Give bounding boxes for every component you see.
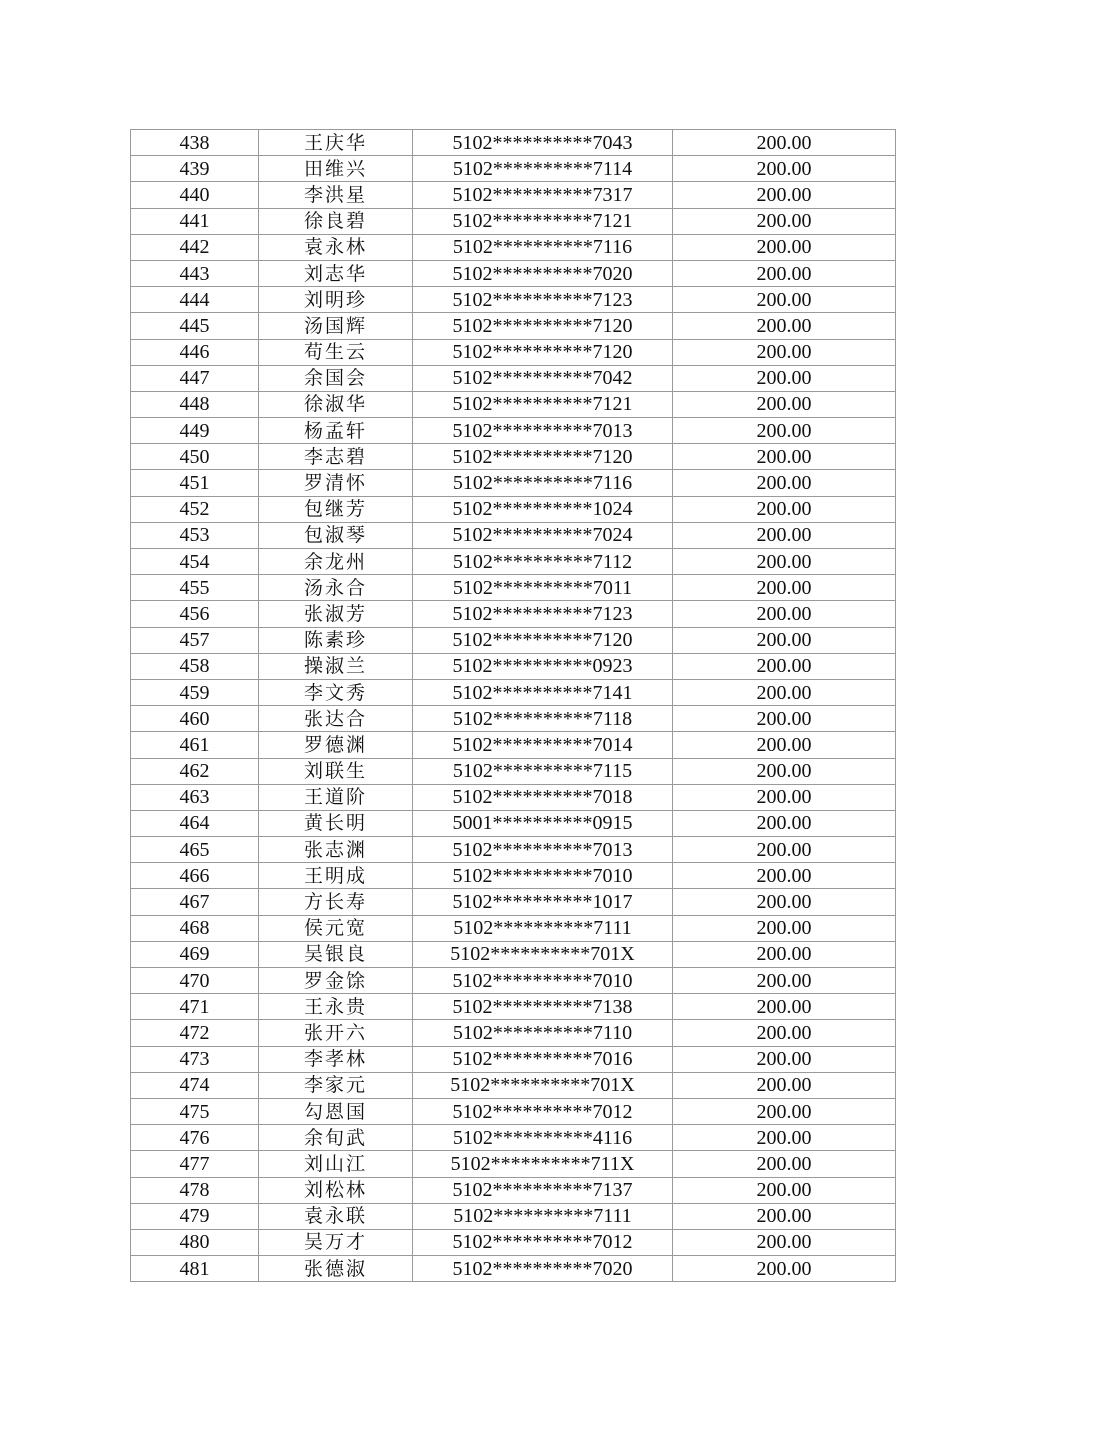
id-number-cell: 5102**********1017 [413, 889, 673, 915]
id-number-cell: 5102**********7111 [413, 915, 673, 941]
id-number-cell: 5102**********701X [413, 941, 673, 967]
row-number-cell: 438 [131, 130, 259, 156]
table-row [131, 1072, 896, 1098]
table-row [131, 1256, 896, 1282]
table-row [131, 1098, 896, 1124]
row-number-cell: 475 [131, 1098, 259, 1124]
id-number-cell: 5102**********7115 [413, 758, 673, 784]
amount-cell: 200.00 [673, 889, 896, 915]
id-number-cell: 5102**********7012 [413, 1098, 673, 1124]
row-number-cell: 471 [131, 994, 259, 1020]
row-number-cell: 450 [131, 444, 259, 470]
row-number-cell: 451 [131, 470, 259, 496]
amount-cell: 200.00 [673, 470, 896, 496]
table-row [131, 260, 896, 286]
row-number-cell: 464 [131, 810, 259, 836]
table-row [131, 915, 896, 941]
row-number-cell: 477 [131, 1151, 259, 1177]
table-row [131, 1020, 896, 1046]
row-number-cell: 442 [131, 234, 259, 260]
id-number-cell: 5102**********7123 [413, 601, 673, 627]
id-number-cell: 5102**********701X [413, 1072, 673, 1098]
row-number-cell: 453 [131, 522, 259, 548]
table-row [131, 339, 896, 365]
amount-cell: 200.00 [673, 1229, 896, 1255]
amount-cell: 200.00 [673, 837, 896, 863]
amount-cell: 200.00 [673, 1072, 896, 1098]
table-row [131, 575, 896, 601]
id-number-cell: 5102**********7016 [413, 1046, 673, 1072]
name-cell: 吴银良 [259, 941, 413, 967]
id-number-cell: 5102**********7114 [413, 156, 673, 182]
id-number-cell: 5102**********711X [413, 1151, 673, 1177]
row-number-cell: 479 [131, 1203, 259, 1229]
table-row [131, 1229, 896, 1255]
id-number-cell: 5102**********7013 [413, 837, 673, 863]
id-number-cell: 5102**********7013 [413, 418, 673, 444]
amount-cell: 200.00 [673, 601, 896, 627]
name-cell: 余龙州 [259, 549, 413, 575]
row-number-cell: 469 [131, 941, 259, 967]
name-cell: 汤国辉 [259, 313, 413, 339]
id-number-cell: 5102**********7138 [413, 994, 673, 1020]
amount-cell: 200.00 [673, 156, 896, 182]
amount-cell: 200.00 [673, 522, 896, 548]
id-number-cell: 5102**********7010 [413, 863, 673, 889]
row-number-cell: 462 [131, 758, 259, 784]
name-cell: 汤永合 [259, 575, 413, 601]
table-row [131, 234, 896, 260]
id-number-cell: 5102**********7010 [413, 968, 673, 994]
table-row [131, 679, 896, 705]
table-row [131, 208, 896, 234]
id-number-cell: 5102**********7043 [413, 130, 673, 156]
amount-cell: 200.00 [673, 391, 896, 417]
row-number-cell: 455 [131, 575, 259, 601]
name-cell: 包继芳 [259, 496, 413, 522]
amount-cell: 200.00 [673, 915, 896, 941]
amount-cell: 200.00 [673, 575, 896, 601]
name-cell: 黄长明 [259, 810, 413, 836]
name-cell: 王道阶 [259, 784, 413, 810]
table-row [131, 889, 896, 915]
table-row [131, 182, 896, 208]
row-number-cell: 449 [131, 418, 259, 444]
amount-cell: 200.00 [673, 1151, 896, 1177]
row-number-cell: 439 [131, 156, 259, 182]
table-row [131, 549, 896, 575]
id-number-cell: 5102**********7118 [413, 706, 673, 732]
row-number-cell: 446 [131, 339, 259, 365]
table-row [131, 1151, 896, 1177]
amount-cell: 200.00 [673, 968, 896, 994]
row-number-cell: 481 [131, 1256, 259, 1282]
row-number-cell: 444 [131, 287, 259, 313]
id-number-cell: 5102**********7121 [413, 208, 673, 234]
row-number-cell: 478 [131, 1177, 259, 1203]
id-number-cell: 5102**********4116 [413, 1125, 673, 1151]
name-cell: 刘山江 [259, 1151, 413, 1177]
name-cell: 包淑琴 [259, 522, 413, 548]
name-cell: 李志碧 [259, 444, 413, 470]
amount-cell: 200.00 [673, 627, 896, 653]
name-cell: 方长寿 [259, 889, 413, 915]
amount-cell: 200.00 [673, 1098, 896, 1124]
name-cell: 侯元宽 [259, 915, 413, 941]
table-row [131, 1046, 896, 1072]
table-row [131, 130, 896, 156]
row-number-cell: 457 [131, 627, 259, 653]
id-number-cell: 5001**********0915 [413, 810, 673, 836]
row-number-cell: 474 [131, 1072, 259, 1098]
id-number-cell: 5102**********7011 [413, 575, 673, 601]
table-body [131, 130, 896, 1282]
name-cell: 李洪星 [259, 182, 413, 208]
table-row [131, 156, 896, 182]
table-row [131, 391, 896, 417]
amount-cell: 200.00 [673, 208, 896, 234]
table-row [131, 522, 896, 548]
row-number-cell: 440 [131, 182, 259, 208]
row-number-cell: 460 [131, 706, 259, 732]
name-cell: 刘联生 [259, 758, 413, 784]
table-row [131, 444, 896, 470]
row-number-cell: 452 [131, 496, 259, 522]
amount-cell: 200.00 [673, 810, 896, 836]
name-cell: 张淑芳 [259, 601, 413, 627]
id-number-cell: 5102**********7116 [413, 234, 673, 260]
id-number-cell: 5102**********0923 [413, 653, 673, 679]
name-cell: 罗金馀 [259, 968, 413, 994]
amount-cell: 200.00 [673, 234, 896, 260]
row-number-cell: 454 [131, 549, 259, 575]
amount-cell: 200.00 [673, 1046, 896, 1072]
amount-cell: 200.00 [673, 1177, 896, 1203]
table-row [131, 758, 896, 784]
amount-cell: 200.00 [673, 130, 896, 156]
id-number-cell: 5102**********7024 [413, 522, 673, 548]
id-number-cell: 5102**********7317 [413, 182, 673, 208]
row-number-cell: 456 [131, 601, 259, 627]
amount-cell: 200.00 [673, 706, 896, 732]
name-cell: 袁永联 [259, 1203, 413, 1229]
row-number-cell: 459 [131, 679, 259, 705]
row-number-cell: 468 [131, 915, 259, 941]
row-number-cell: 465 [131, 837, 259, 863]
table-row [131, 496, 896, 522]
row-number-cell: 467 [131, 889, 259, 915]
id-number-cell: 5102**********7120 [413, 627, 673, 653]
id-number-cell: 5102**********7112 [413, 549, 673, 575]
id-number-cell: 5102**********7137 [413, 1177, 673, 1203]
table-row [131, 968, 896, 994]
row-number-cell: 470 [131, 968, 259, 994]
name-cell: 王庆华 [259, 130, 413, 156]
row-number-cell: 480 [131, 1229, 259, 1255]
amount-cell: 200.00 [673, 444, 896, 470]
recipient-table-container [130, 129, 895, 1282]
table-row [131, 470, 896, 496]
amount-cell: 200.00 [673, 549, 896, 575]
amount-cell: 200.00 [673, 496, 896, 522]
name-cell: 徐良碧 [259, 208, 413, 234]
name-cell: 张志渊 [259, 837, 413, 863]
table-row [131, 1203, 896, 1229]
name-cell: 徐淑华 [259, 391, 413, 417]
amount-cell: 200.00 [673, 260, 896, 286]
id-number-cell: 5102**********7020 [413, 1256, 673, 1282]
id-number-cell: 5102**********7110 [413, 1020, 673, 1046]
name-cell: 刘明珍 [259, 287, 413, 313]
amount-cell: 200.00 [673, 365, 896, 391]
table-row [131, 706, 896, 732]
id-number-cell: 5102**********7014 [413, 732, 673, 758]
id-number-cell: 5102**********7120 [413, 444, 673, 470]
row-number-cell: 441 [131, 208, 259, 234]
table-row [131, 601, 896, 627]
id-number-cell: 5102**********7120 [413, 313, 673, 339]
name-cell: 李家元 [259, 1072, 413, 1098]
amount-cell: 200.00 [673, 287, 896, 313]
row-number-cell: 448 [131, 391, 259, 417]
id-number-cell: 5102**********7116 [413, 470, 673, 496]
name-cell: 刘志华 [259, 260, 413, 286]
amount-cell: 200.00 [673, 1203, 896, 1229]
row-number-cell: 445 [131, 313, 259, 339]
id-number-cell: 5102**********7123 [413, 287, 673, 313]
name-cell: 张达合 [259, 706, 413, 732]
id-number-cell: 5102**********7141 [413, 679, 673, 705]
table-row [131, 1177, 896, 1203]
name-cell: 田维兴 [259, 156, 413, 182]
table-row [131, 287, 896, 313]
name-cell: 余旬武 [259, 1125, 413, 1151]
id-number-cell: 5102**********7111 [413, 1203, 673, 1229]
amount-cell: 200.00 [673, 339, 896, 365]
table-row [131, 418, 896, 444]
table-row [131, 365, 896, 391]
row-number-cell: 476 [131, 1125, 259, 1151]
table-row [131, 653, 896, 679]
id-number-cell: 5102**********7012 [413, 1229, 673, 1255]
name-cell: 勾恩国 [259, 1098, 413, 1124]
recipient-table [130, 129, 896, 1282]
table-row [131, 784, 896, 810]
amount-cell: 200.00 [673, 732, 896, 758]
row-number-cell: 472 [131, 1020, 259, 1046]
name-cell: 王明成 [259, 863, 413, 889]
id-number-cell: 5102**********7018 [413, 784, 673, 810]
row-number-cell: 461 [131, 732, 259, 758]
name-cell: 罗德渊 [259, 732, 413, 758]
table-row [131, 810, 896, 836]
row-number-cell: 443 [131, 260, 259, 286]
name-cell: 操淑兰 [259, 653, 413, 679]
name-cell: 李文秀 [259, 679, 413, 705]
table-row [131, 837, 896, 863]
id-number-cell: 5102**********7120 [413, 339, 673, 365]
name-cell: 苟生云 [259, 339, 413, 365]
row-number-cell: 473 [131, 1046, 259, 1072]
id-number-cell: 5102**********7042 [413, 365, 673, 391]
name-cell: 李孝林 [259, 1046, 413, 1072]
name-cell: 吴万才 [259, 1229, 413, 1255]
name-cell: 罗清怀 [259, 470, 413, 496]
name-cell: 王永贵 [259, 994, 413, 1020]
amount-cell: 200.00 [673, 1125, 896, 1151]
amount-cell: 200.00 [673, 863, 896, 889]
amount-cell: 200.00 [673, 653, 896, 679]
id-number-cell: 5102**********1024 [413, 496, 673, 522]
name-cell: 陈素珍 [259, 627, 413, 653]
amount-cell: 200.00 [673, 758, 896, 784]
amount-cell: 200.00 [673, 418, 896, 444]
table-row [131, 863, 896, 889]
amount-cell: 200.00 [673, 784, 896, 810]
amount-cell: 200.00 [673, 679, 896, 705]
row-number-cell: 463 [131, 784, 259, 810]
table-row [131, 732, 896, 758]
row-number-cell: 458 [131, 653, 259, 679]
amount-cell: 200.00 [673, 994, 896, 1020]
name-cell: 余国会 [259, 365, 413, 391]
name-cell: 张德淑 [259, 1256, 413, 1282]
table-row [131, 627, 896, 653]
row-number-cell: 447 [131, 365, 259, 391]
name-cell: 杨孟轩 [259, 418, 413, 444]
table-row [131, 941, 896, 967]
id-number-cell: 5102**********7020 [413, 260, 673, 286]
name-cell: 刘松林 [259, 1177, 413, 1203]
amount-cell: 200.00 [673, 941, 896, 967]
table-row [131, 313, 896, 339]
table-row [131, 1125, 896, 1151]
amount-cell: 200.00 [673, 1256, 896, 1282]
name-cell: 张开六 [259, 1020, 413, 1046]
amount-cell: 200.00 [673, 1020, 896, 1046]
name-cell: 袁永林 [259, 234, 413, 260]
amount-cell: 200.00 [673, 182, 896, 208]
amount-cell: 200.00 [673, 313, 896, 339]
table-row [131, 994, 896, 1020]
row-number-cell: 466 [131, 863, 259, 889]
id-number-cell: 5102**********7121 [413, 391, 673, 417]
